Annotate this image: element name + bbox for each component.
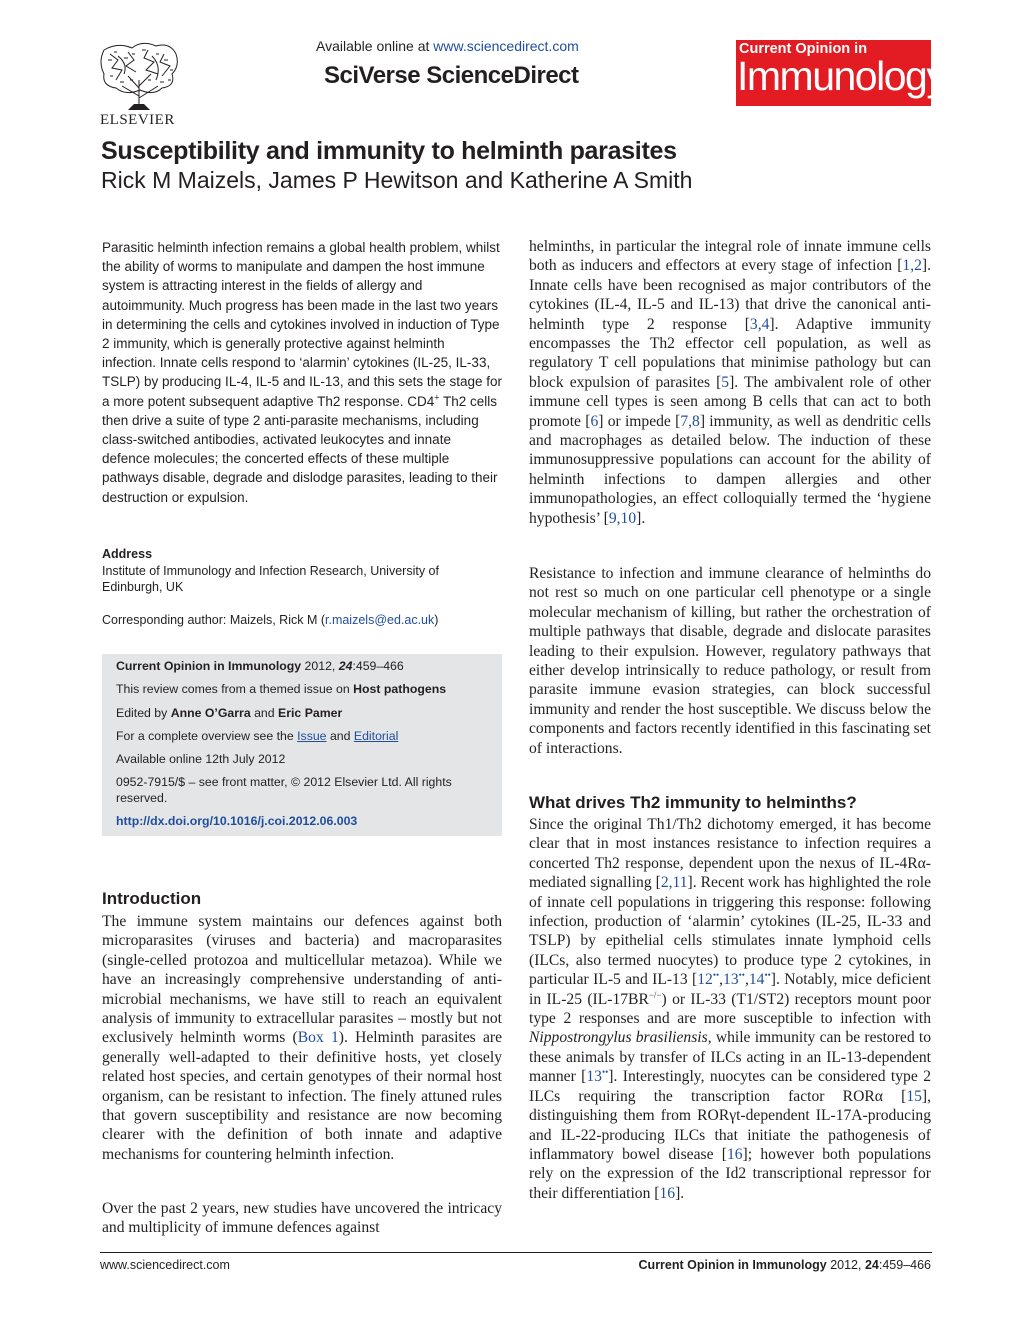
citation-link[interactable]: 3,4 xyxy=(749,315,770,333)
platform-name: SciVerse ScienceDirect xyxy=(324,62,579,89)
text-run: helminths, in particular the integral role of innate immune cells both as inducers and effectors at every stage of infection [ xyxy=(529,238,931,275)
citation-link[interactable]: 5 xyxy=(721,373,730,391)
right-paragraph-2: Resistance to infection and immune clearance of helminths do not rest so much on one particular cell phenotype or a single molecular mechanism of killing, but rather the orchestration of multiple pathways that disable, degrade and dislocate parasites leading to their expulsion. However, regulatory pathways that either develop intrinsically to reduce pathology, or result from parasite immune evasion strategies, can block successful immunity and render the host susceptible. We discuss below the components and factors recently identified in this fascinating set of interactions. xyxy=(529,565,931,757)
abstract-text-1: Parasitic helminth infection remains a global health problem, whilst the ability of worms to manipulate and dampen the host immune system is attracting interest in the fields of allergy and autoimmunity. Much progress has been made in the last two years in determining the cells and cytokines involved in induction of Type 2 immunity, which is generally protective against helminth infection. Innate cells respond to ‘alarmin’ cytokines (IL-25, IL-33, TSLP) by producing IL-4, IL-5 and IL-13, and this sets the stage for a more potent subsequent adaptive Th2 response. CD4 xyxy=(102,240,502,409)
citation-link[interactable]: 15 xyxy=(906,1087,922,1105)
text-run: ]; however both populations rely on the expression of the Id2 transcriptional repressor for their differentiation [ xyxy=(529,1145,931,1202)
text-run: ]. Recent work has highlighted the role of innate cell populations in triggering this response: following infection, production of ‘alarmin’ cytokines (IL-25, IL-33 and TSLP) by epithelial cells stimulates innate lymphoid cells (ILCs, also termed nuocytes) to produce type 2 cytokines, in particular IL-5 and IL-13 [ xyxy=(529,874,931,989)
text-run: ], distinguishing them from RORγt-dependent IL-17A-producing and IL-22-producing ILCs that initiate the pathogenesis of inflammatory bowel disease [ xyxy=(529,1087,931,1163)
intro-paragraph-1 xyxy=(102,912,502,1164)
article-title: Susceptibility and immunity to helminth parasites xyxy=(101,137,677,165)
intro-paragraph-2: Over the past 2 years, new studies have uncovered the intricacy and multiplicity of immune defences against xyxy=(102,1200,502,1237)
address-heading: Address xyxy=(102,547,153,561)
abstract xyxy=(102,238,502,507)
overview-line xyxy=(116,728,492,744)
text-run: ]. The ambivalent role of other immune cell types is seen among B cells that can act to both promote [ xyxy=(529,373,931,430)
available-online-date: Available online 12th July 2012 xyxy=(116,752,286,766)
text-run: ]. Adaptive immunity encompasses the Th2 effector cell population, as well as regulatory T cell populations that minimise pathology but can block expulsion of parasites [ xyxy=(529,315,931,391)
citation-link[interactable]: 16 xyxy=(659,1184,676,1202)
text-run: ]. xyxy=(636,509,646,527)
right-paragraph-1 xyxy=(529,237,931,528)
corresponding-prefix: Corresponding author: Maizels, Rick M ( xyxy=(102,613,325,627)
box-1-link[interactable]: Box 1 xyxy=(297,1029,339,1047)
section-heading-introduction: Introduction xyxy=(102,889,202,908)
footer-year: 2012, xyxy=(826,1258,865,1272)
text-run: ]. Notably, mice deficient in IL-25 (IL-17BR xyxy=(529,971,932,1008)
citation-link[interactable]: 6 xyxy=(590,412,599,430)
citation-link[interactable]: 14 xyxy=(748,971,765,989)
text-run: ) or IL-33 (T1/ST2) receptors mount poor type 2 responses and are more susceptible to infection with xyxy=(529,990,931,1028)
text-run: ] or impede [ xyxy=(598,412,681,430)
citation-year: 2012, xyxy=(301,659,339,673)
citation-link[interactable]: 13 xyxy=(723,971,739,989)
edited-prefix: Edited by xyxy=(116,706,171,720)
editorial-link[interactable]: Editorial xyxy=(353,729,399,743)
footer-url[interactable]: www.sciencedirect.com xyxy=(100,1258,230,1272)
editor-2: Eric Pamer xyxy=(278,706,343,720)
comma: , xyxy=(719,971,724,989)
available-prefix: Available online at xyxy=(316,38,434,54)
doi-link[interactable]: http://dx.doi.org/10.1016/j.coi.2012.06.003 xyxy=(116,814,358,828)
editor-1: Anne O’Garra xyxy=(170,706,251,720)
key-ref-dots: •• xyxy=(764,970,771,981)
edited-by-line xyxy=(116,705,492,721)
footer-citation xyxy=(639,1258,931,1272)
text-run: ] immunity, as well as dendritic cells and macrophages as detailed below. The induction of these immunosuppressive populations can account for the ability of helminth infections to dampen allergies and other immunopathologies, an effect colloquially termed the ‘hygiene hypothesis’ [ xyxy=(529,412,932,527)
intro-p1-b: ). Helminth parasites are generally well-adapted to their definitive hosts, yet closely related host species, and certain genotypes of their normal host organism, can be resistant to infection. The finely attuned rules that govern susceptibility and resistance are now becoming clearer with the definition of both innate and adaptive mechanisms for countering helminth infection. xyxy=(102,1029,502,1163)
citation-link[interactable]: 2,11 xyxy=(660,874,688,892)
comma: , xyxy=(744,971,749,989)
author-email-link[interactable]: r.maizels@ed.ac.uk xyxy=(325,613,435,627)
citation-line xyxy=(116,658,492,674)
editor-and: and xyxy=(250,706,279,720)
knockout-sup: −/− xyxy=(648,989,662,1000)
citation-journal: Current Opinion in Immunology xyxy=(116,659,302,673)
key-ref-dots: •• xyxy=(738,970,745,981)
available-online-line xyxy=(316,38,579,54)
citation-link[interactable]: 9,10 xyxy=(608,509,637,527)
abstract-sup: + xyxy=(434,392,440,403)
text-run: Since the original Th1/Th2 dichotomy emerged, it has become clear that in most instances resistance to infection requires a concerted Th2 response, dependent upon the nexus of IL-4Rα-mediated signalling [ xyxy=(529,816,931,892)
article-info-box xyxy=(102,654,502,836)
sciencedirect-link[interactable]: www.sciencedirect.com xyxy=(433,38,579,54)
citation-link[interactable]: 16 xyxy=(726,1145,743,1163)
corresponding-suffix: ) xyxy=(434,613,439,627)
themed-prefix: This review comes from a themed issue on xyxy=(116,682,354,696)
species-name: Nippostrongylus brasiliensis xyxy=(529,1029,708,1047)
key-ref-dots: •• xyxy=(601,1067,609,1078)
footer-journal: Current Opinion in Immunology xyxy=(638,1258,827,1272)
citation-pages: :459–466 xyxy=(352,659,404,673)
abstract-text-2: Th2 cells then drive a suite of type 2 anti-parasite mechanisms, including class-switched antibodies, activated leukocytes and innate defence molecules; the concerted effects of these multiple pathways disable, degrade and dislodge parasites, leading to their destruction or expulsion. xyxy=(102,393,498,505)
key-ref-dots: •• xyxy=(712,970,720,981)
citation-volume: 24 xyxy=(338,659,353,673)
address-text: Institute of Immunology and Infection Research, University of Edinburgh, UK xyxy=(102,563,439,594)
text-run: ]. xyxy=(675,1184,685,1202)
text-run: ]. Innate cells have been recognised as major contributors of the cytokines (IL-4, IL-5 and IL-13) that drive the canonical anti-helminth type 2 response [ xyxy=(529,257,931,333)
right-paragraph-3 xyxy=(529,815,931,1203)
footer-rule xyxy=(100,1252,932,1253)
address-block xyxy=(102,546,502,596)
publisher-wordmark: ELSEVIER xyxy=(100,112,175,128)
footer-pages: :459–466 xyxy=(878,1258,931,1272)
citation-link[interactable]: 1,2 xyxy=(902,257,922,275)
corresponding-author xyxy=(102,612,502,628)
issue-link[interactable]: Issue xyxy=(297,729,327,743)
text-run: ]. Interestingly, nuocytes can be considered type 2 ILCs requiring the transcription factor RORα [ xyxy=(529,1068,931,1105)
footer-volume: 24 xyxy=(864,1258,879,1272)
citation-link[interactable]: 7,8 xyxy=(680,412,700,430)
overview-prefix: For a complete overview see the xyxy=(116,729,298,743)
journal-logo xyxy=(736,40,946,106)
section-heading-th2: What drives Th2 immunity to helminths? xyxy=(529,793,857,812)
article-authors: Rick M Maizels, James P Hewitson and Katherine A Smith xyxy=(101,167,693,193)
copyright-line: 0952-7915/$ – see front matter, © 2012 Elsevier Ltd. All rights reserved. xyxy=(116,775,452,805)
citation-link[interactable]: 12 xyxy=(697,971,713,989)
theme-name: Host pathogens xyxy=(353,682,447,696)
themed-issue-line xyxy=(116,681,492,697)
journal-logo-big: Immunology xyxy=(737,53,946,99)
journal-logo-small: Current Opinion in xyxy=(739,41,868,57)
citation-link[interactable]: 13 xyxy=(586,1068,602,1086)
overview-and: and xyxy=(326,729,354,743)
intro-p1-a: The immune system maintains our defences against both microparasites (viruses and bacteria) and macroparasites (single-celled protozoa and multicellular metazoa). While we have an increasingly comprehensive understanding of anti-microbial mechanisms, we have still to reach an equivalent analysis of immunity to extracellular parasites – mostly but not exclusively helminth worms ( xyxy=(102,913,502,1047)
text-run: , while immunity can be restored to these animals by transfer of ILCs acting in an IL-13-dependent manner [ xyxy=(529,1029,931,1086)
